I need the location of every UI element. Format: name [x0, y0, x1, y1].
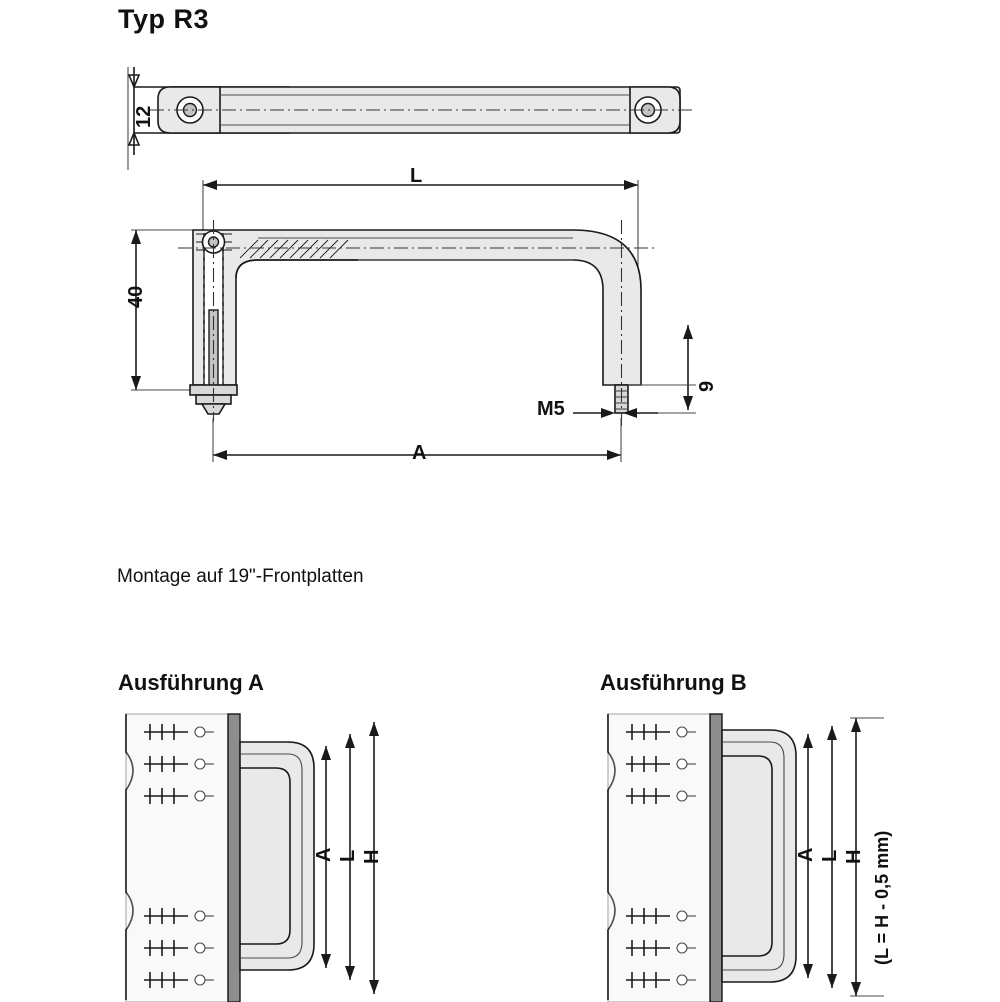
dim-40-label: 40 [125, 285, 147, 308]
dim-9-label: 9 [696, 380, 718, 392]
variant-a-title: Ausführung A [118, 670, 264, 695]
dim-L-label: L [410, 165, 423, 187]
mounting-caption: Montage auf 19"-Frontplatten [117, 566, 364, 587]
variant-a-dim-A: A [313, 847, 335, 862]
dim-A-label: A [412, 442, 427, 464]
dim-12-label: 12 [133, 105, 155, 128]
variant-a-dim-H: H [361, 849, 383, 864]
variant-b-note: (L = H - 0,5 mm) [872, 830, 892, 965]
variant-a-dim-L: L [337, 849, 359, 862]
page-title: Typ R3 [118, 4, 210, 34]
side-view-drawing [118, 160, 878, 490]
variant-b-dim-A: A [795, 847, 817, 862]
variant-b-dim-H: H [843, 849, 865, 864]
dim-M5-label: M5 [537, 398, 565, 420]
variant-b-dim-L: L [819, 849, 841, 862]
variant-b-title: Ausführung B [600, 670, 747, 695]
top-view-drawing [120, 55, 820, 175]
